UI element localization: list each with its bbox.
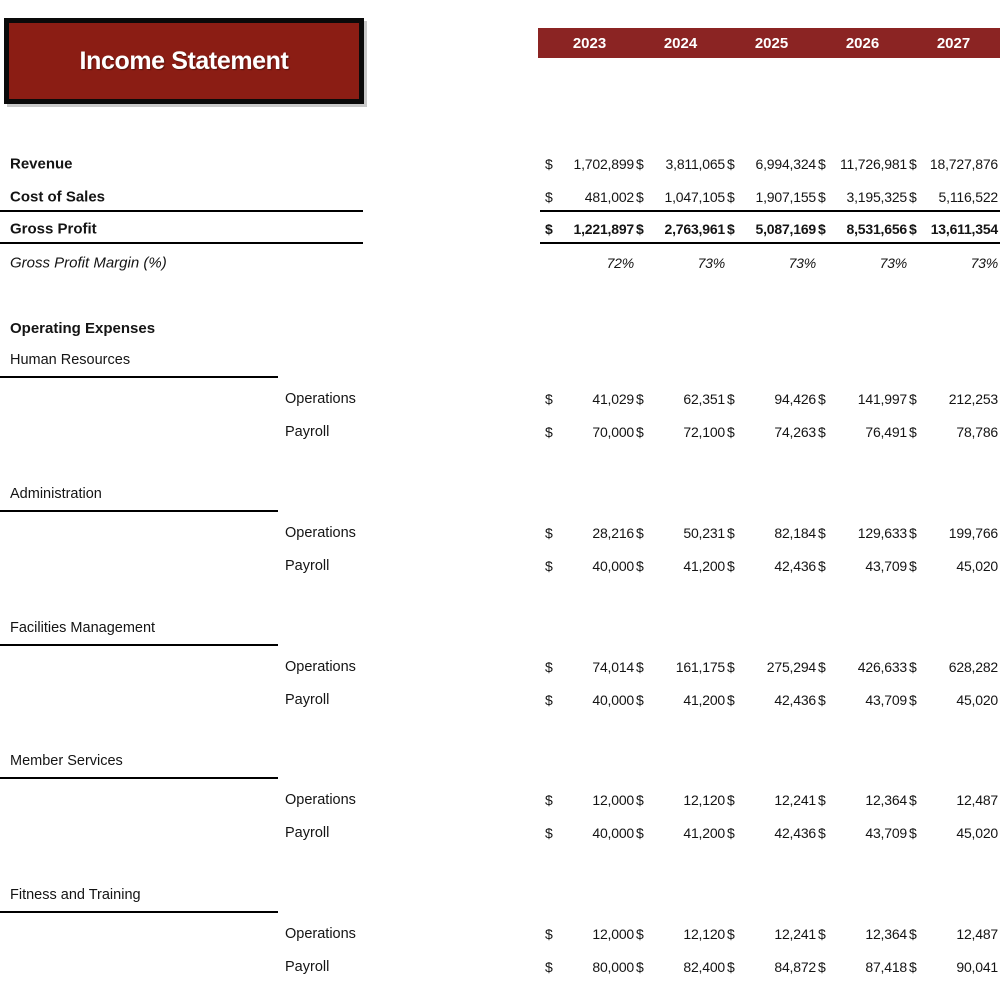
cell-value: 94,426 (774, 391, 816, 407)
fitness-and-training-payroll-2023 (545, 959, 634, 975)
cell-value: 90,041 (956, 959, 998, 975)
gross-profit-margin-2026 (818, 255, 907, 271)
cell-value: 12,000 (592, 792, 634, 808)
facilities-management-payroll-2027 (909, 692, 998, 708)
cell-value: 12,120 (683, 792, 725, 808)
currency-symbol: $ (909, 926, 917, 942)
cell-value: 40,000 (592, 558, 634, 574)
cell-value: 41,200 (683, 692, 725, 708)
cell-value: 72% (606, 255, 634, 271)
cell-value: 12,120 (683, 926, 725, 942)
revenue-2026 (818, 156, 907, 172)
row-fitness-and-training-operations (0, 920, 1000, 948)
currency-symbol: $ (818, 659, 826, 675)
gross-profit-margin-2023 (545, 255, 634, 271)
member-services-operations-label: Operations (285, 792, 356, 808)
row-administration-payroll (0, 552, 1000, 580)
rule-under-facilities-management (0, 644, 278, 646)
currency-symbol: $ (909, 189, 917, 205)
cell-value: 41,029 (592, 391, 634, 407)
currency-symbol: $ (545, 525, 553, 541)
cell-value: 275,294 (766, 659, 816, 675)
cost-of-sales-2027 (909, 189, 998, 205)
currency-symbol: $ (545, 926, 553, 942)
cell-value: 70,000 (592, 424, 634, 440)
member-services-payroll-2023 (545, 825, 634, 841)
gross-profit-margin-2027 (909, 255, 998, 271)
currency-symbol: $ (545, 424, 553, 440)
facilities-management-payroll-2025 (727, 692, 816, 708)
currency-symbol: $ (727, 525, 735, 541)
human-resources-operations-2026 (818, 391, 907, 407)
currency-symbol: $ (727, 424, 735, 440)
cell-value: 42,436 (774, 558, 816, 574)
year-header-2024: 2024 (663, 34, 698, 52)
cell-value: 76,491 (865, 424, 907, 440)
year-header-2023: 2023 (572, 34, 607, 52)
row-facilities-management-operations (0, 653, 1000, 681)
cell-value: 12,241 (774, 926, 816, 942)
cell-value: 481,002 (584, 189, 634, 205)
currency-symbol: $ (636, 959, 644, 975)
currency-symbol: $ (636, 156, 644, 172)
cell-value: 73% (879, 255, 907, 271)
administration-operations-label: Operations (285, 525, 356, 541)
facilities-management-operations-label: Operations (285, 659, 356, 675)
administration-payroll-2024 (636, 558, 725, 574)
currency-symbol: $ (818, 391, 826, 407)
cell-value: 1,702,899 (573, 156, 634, 172)
cell-value: 426,633 (857, 659, 907, 675)
currency-symbol: $ (727, 959, 735, 975)
currency-symbol: $ (909, 792, 917, 808)
facilities-management-payroll-2023 (545, 692, 634, 708)
currency-symbol: $ (818, 221, 826, 237)
row-member-services-operations (0, 786, 1000, 814)
currency-symbol: $ (909, 424, 917, 440)
cell-value: 6,994,324 (755, 156, 816, 172)
currency-symbol: $ (818, 792, 826, 808)
currency-symbol: $ (636, 825, 644, 841)
fitness-and-training-payroll-2027 (909, 959, 998, 975)
administration-operations-2025 (727, 525, 816, 541)
row-cost-of-sales (0, 183, 1000, 211)
currency-symbol: $ (818, 959, 826, 975)
currency-symbol: $ (545, 391, 553, 407)
cell-value: 41,200 (683, 825, 725, 841)
gross-profit-margin-label: Gross Profit Margin (%) (10, 254, 167, 272)
cell-value: 45,020 (956, 692, 998, 708)
cell-value: 12,000 (592, 926, 634, 942)
cell-value: 161,175 (675, 659, 725, 675)
rule-under-gross-profit-labels (0, 242, 363, 244)
cell-value: 5,087,169 (755, 221, 816, 237)
currency-symbol: $ (636, 189, 644, 205)
currency-symbol: $ (545, 692, 553, 708)
currency-symbol: $ (545, 792, 553, 808)
cost-of-sales-2023 (545, 189, 634, 205)
cell-value: 12,487 (956, 792, 998, 808)
cell-value: 13,611,354 (930, 221, 998, 237)
cell-value: 40,000 (592, 825, 634, 841)
currency-symbol: $ (727, 926, 735, 942)
cell-value: 12,241 (774, 792, 816, 808)
currency-symbol: $ (818, 525, 826, 541)
year-header-band (538, 28, 1000, 58)
currency-symbol: $ (545, 959, 553, 975)
gross-profit-2024 (636, 221, 725, 237)
administration-payroll-2026 (818, 558, 907, 574)
cell-value: 129,633 (857, 525, 907, 541)
member-services-payroll-label: Payroll (285, 825, 330, 841)
cell-value: 78,786 (956, 424, 998, 440)
cell-value: 8,531,656 (846, 221, 907, 237)
cost-of-sales-2026 (818, 189, 907, 205)
human-resources-operations-values (545, 385, 1000, 413)
cell-value: 45,020 (956, 558, 998, 574)
fitness-and-training-operations-2024 (636, 926, 725, 942)
facilities-management-operations-2024 (636, 659, 725, 675)
administration-payroll-2023 (545, 558, 634, 574)
facilities-management-payroll-label: Payroll (285, 692, 330, 708)
administration-operations-values (545, 519, 1000, 547)
rule-under-human-resources (0, 376, 278, 378)
cell-value: 212,253 (948, 391, 998, 407)
currency-symbol: $ (636, 525, 644, 541)
fitness-and-training-payroll-label: Payroll (285, 959, 330, 975)
human-resources-payroll-values (545, 418, 1000, 446)
cell-value: 1,221,897 (573, 221, 634, 237)
currency-symbol: $ (818, 558, 826, 574)
rule-under-cost-of-sales-values (540, 210, 1000, 212)
cell-value: 73% (697, 255, 725, 271)
currency-symbol: $ (818, 692, 826, 708)
currency-symbol: $ (727, 558, 735, 574)
gross-profit-2026 (818, 221, 907, 237)
operating-expenses-heading: Operating Expenses (10, 320, 156, 337)
currency-symbol: $ (727, 692, 735, 708)
section-header-fitness-and-training: Fitness and Training (10, 887, 141, 903)
cell-value: 628,282 (948, 659, 998, 675)
currency-symbol: $ (909, 692, 917, 708)
currency-symbol: $ (636, 424, 644, 440)
cell-value: 3,811,065 (665, 156, 725, 172)
currency-symbol: $ (727, 221, 735, 237)
rule-under-cost-of-sales-labels (0, 210, 363, 212)
currency-symbol: $ (909, 391, 917, 407)
administration-operations-2027 (909, 525, 998, 541)
administration-operations-2026 (818, 525, 907, 541)
gross-profit-values (545, 215, 1000, 243)
gross-profit-label: Gross Profit (10, 220, 97, 238)
cell-value: 73% (970, 255, 998, 271)
currency-symbol: $ (909, 825, 917, 841)
member-services-operations-values (545, 786, 1000, 814)
row-human-resources-payroll (0, 418, 1000, 446)
section-header-facilities-management: Facilities Management (10, 620, 156, 636)
cell-value: 11,726,981 (839, 156, 907, 172)
cell-value: 74,263 (774, 424, 816, 440)
currency-symbol: $ (636, 221, 644, 237)
cell-value: 3,195,325 (846, 189, 907, 205)
cell-value: 50,231 (683, 525, 725, 541)
currency-symbol: $ (636, 792, 644, 808)
cell-value: 28,216 (592, 525, 634, 541)
currency-symbol: $ (727, 825, 735, 841)
human-resources-operations-2027 (909, 391, 998, 407)
administration-operations-2024 (636, 525, 725, 541)
member-services-payroll-2027 (909, 825, 998, 841)
currency-symbol: $ (818, 189, 826, 205)
administration-payroll-2025 (727, 558, 816, 574)
fitness-and-training-payroll-2026 (818, 959, 907, 975)
cell-value: 12,487 (956, 926, 998, 942)
cell-value: 45,020 (956, 825, 998, 841)
human-resources-operations-2024 (636, 391, 725, 407)
revenue-values (545, 150, 1000, 178)
cell-value: 82,184 (774, 525, 816, 541)
rule-under-gross-profit-values (540, 242, 1000, 244)
currency-symbol: $ (636, 391, 644, 407)
currency-symbol: $ (818, 926, 826, 942)
cell-value: 84,872 (774, 959, 816, 975)
cell-value: 141,997 (857, 391, 907, 407)
row-administration-operations (0, 519, 1000, 547)
cell-value: 40,000 (592, 692, 634, 708)
gross-profit-2023 (545, 221, 634, 237)
row-human-resources-operations (0, 385, 1000, 413)
currency-symbol: $ (545, 558, 553, 574)
member-services-payroll-2025 (727, 825, 816, 841)
currency-symbol: $ (909, 659, 917, 675)
cell-value: 18,727,876 (929, 156, 998, 172)
facilities-management-payroll-2024 (636, 692, 725, 708)
cell-value: 43,709 (865, 825, 907, 841)
fitness-and-training-operations-2026 (818, 926, 907, 942)
human-resources-payroll-2026 (818, 424, 907, 440)
fitness-and-training-operations-2025 (727, 926, 816, 942)
cell-value: 199,766 (948, 525, 998, 541)
gross-profit-margin-2024 (636, 255, 725, 271)
cost-of-sales-values (545, 183, 1000, 211)
human-resources-operations-label: Operations (285, 391, 356, 407)
cell-value: 72,100 (683, 424, 725, 440)
currency-symbol: $ (636, 558, 644, 574)
cell-value: 74,014 (592, 659, 634, 675)
currency-symbol: $ (909, 221, 917, 237)
page-title: Income Statement (79, 46, 289, 75)
section-header-human-resources: Human Resources (10, 352, 131, 368)
revenue-2023 (545, 156, 634, 172)
rule-under-administration (0, 510, 278, 512)
human-resources-payroll-2025 (727, 424, 816, 440)
currency-symbol: $ (909, 558, 917, 574)
facilities-management-operations-2027 (909, 659, 998, 675)
currency-symbol: $ (636, 692, 644, 708)
currency-symbol: $ (727, 189, 735, 205)
year-header-2025: 2025 (754, 34, 789, 52)
human-resources-operations-2023 (545, 391, 634, 407)
revenue-label: Revenue (10, 155, 73, 173)
currency-symbol: $ (727, 156, 735, 172)
cell-value: 42,436 (774, 692, 816, 708)
rule-under-fitness-and-training (0, 911, 278, 913)
cell-value: 1,907,155 (755, 189, 816, 205)
cell-value: 2,763,961 (664, 221, 725, 237)
row-fitness-and-training-payroll (0, 953, 1000, 981)
cell-value: 1,047,105 (664, 189, 725, 205)
currency-symbol: $ (818, 424, 826, 440)
currency-symbol: $ (818, 825, 826, 841)
cost-of-sales-2024 (636, 189, 725, 205)
fitness-and-training-operations-2023 (545, 926, 634, 942)
title-box (4, 18, 364, 104)
cell-value: 42,436 (774, 825, 816, 841)
member-services-payroll-2024 (636, 825, 725, 841)
human-resources-payroll-2024 (636, 424, 725, 440)
revenue-2024 (636, 156, 725, 172)
currency-symbol: $ (727, 659, 735, 675)
year-header-2027: 2027 (936, 34, 971, 52)
gross-profit-2027 (909, 221, 998, 237)
administration-payroll-label: Payroll (285, 558, 330, 574)
fitness-and-training-operations-values (545, 920, 1000, 948)
fitness-and-training-payroll-values (545, 953, 1000, 981)
member-services-operations-2025 (727, 792, 816, 808)
facilities-management-operations-2025 (727, 659, 816, 675)
cell-value: 43,709 (865, 692, 907, 708)
cell-value: 62,351 (683, 391, 725, 407)
currency-symbol: $ (909, 525, 917, 541)
member-services-payroll-values (545, 819, 1000, 847)
cell-value: 41,200 (683, 558, 725, 574)
gross-profit-margin-values (545, 249, 1000, 277)
cost-of-sales-label: Cost of Sales (10, 188, 106, 206)
gross-profit-2025 (727, 221, 816, 237)
rule-under-member-services (0, 777, 278, 779)
member-services-operations-2024 (636, 792, 725, 808)
row-gross-profit-margin (0, 249, 1000, 277)
member-services-payroll-2026 (818, 825, 907, 841)
currency-symbol: $ (727, 792, 735, 808)
facilities-management-payroll-values (545, 686, 1000, 714)
human-resources-payroll-2027 (909, 424, 998, 440)
cell-value: 80,000 (592, 959, 634, 975)
row-facilities-management-payroll (0, 686, 1000, 714)
revenue-2027 (909, 156, 998, 172)
currency-symbol: $ (545, 659, 553, 675)
section-header-administration: Administration (10, 486, 102, 502)
human-resources-payroll-2023 (545, 424, 634, 440)
cell-value: 87,418 (865, 959, 907, 975)
cell-value: 73% (788, 255, 816, 271)
currency-symbol: $ (909, 156, 917, 172)
revenue-2025 (727, 156, 816, 172)
currency-symbol: $ (636, 659, 644, 675)
human-resources-operations-2025 (727, 391, 816, 407)
currency-symbol: $ (545, 825, 553, 841)
human-resources-payroll-label: Payroll (285, 424, 330, 440)
facilities-management-operations-2023 (545, 659, 634, 675)
currency-symbol: $ (545, 156, 553, 172)
facilities-management-operations-2026 (818, 659, 907, 675)
fitness-and-training-operations-label: Operations (285, 926, 356, 942)
facilities-management-operations-values (545, 653, 1000, 681)
currency-symbol: $ (818, 156, 826, 172)
facilities-management-payroll-2026 (818, 692, 907, 708)
administration-operations-2023 (545, 525, 634, 541)
section-header-member-services: Member Services (10, 753, 123, 769)
member-services-operations-2026 (818, 792, 907, 808)
administration-payroll-values (545, 552, 1000, 580)
currency-symbol: $ (636, 926, 644, 942)
administration-payroll-2027 (909, 558, 998, 574)
currency-symbol: $ (909, 959, 917, 975)
currency-symbol: $ (545, 189, 553, 205)
cell-value: 5,116,522 (938, 189, 998, 205)
member-services-operations-2023 (545, 792, 634, 808)
year-header-2026: 2026 (845, 34, 880, 52)
cell-value: 82,400 (683, 959, 725, 975)
member-services-operations-2027 (909, 792, 998, 808)
fitness-and-training-payroll-2024 (636, 959, 725, 975)
cell-value: 12,364 (865, 926, 907, 942)
row-revenue (0, 150, 1000, 178)
cell-value: 43,709 (865, 558, 907, 574)
fitness-and-training-payroll-2025 (727, 959, 816, 975)
row-member-services-payroll (0, 819, 1000, 847)
cell-value: 12,364 (865, 792, 907, 808)
currency-symbol: $ (545, 221, 553, 237)
gross-profit-margin-2025 (727, 255, 816, 271)
fitness-and-training-operations-2027 (909, 926, 998, 942)
currency-symbol: $ (727, 391, 735, 407)
row-gross-profit (0, 215, 1000, 243)
cost-of-sales-2025 (727, 189, 816, 205)
